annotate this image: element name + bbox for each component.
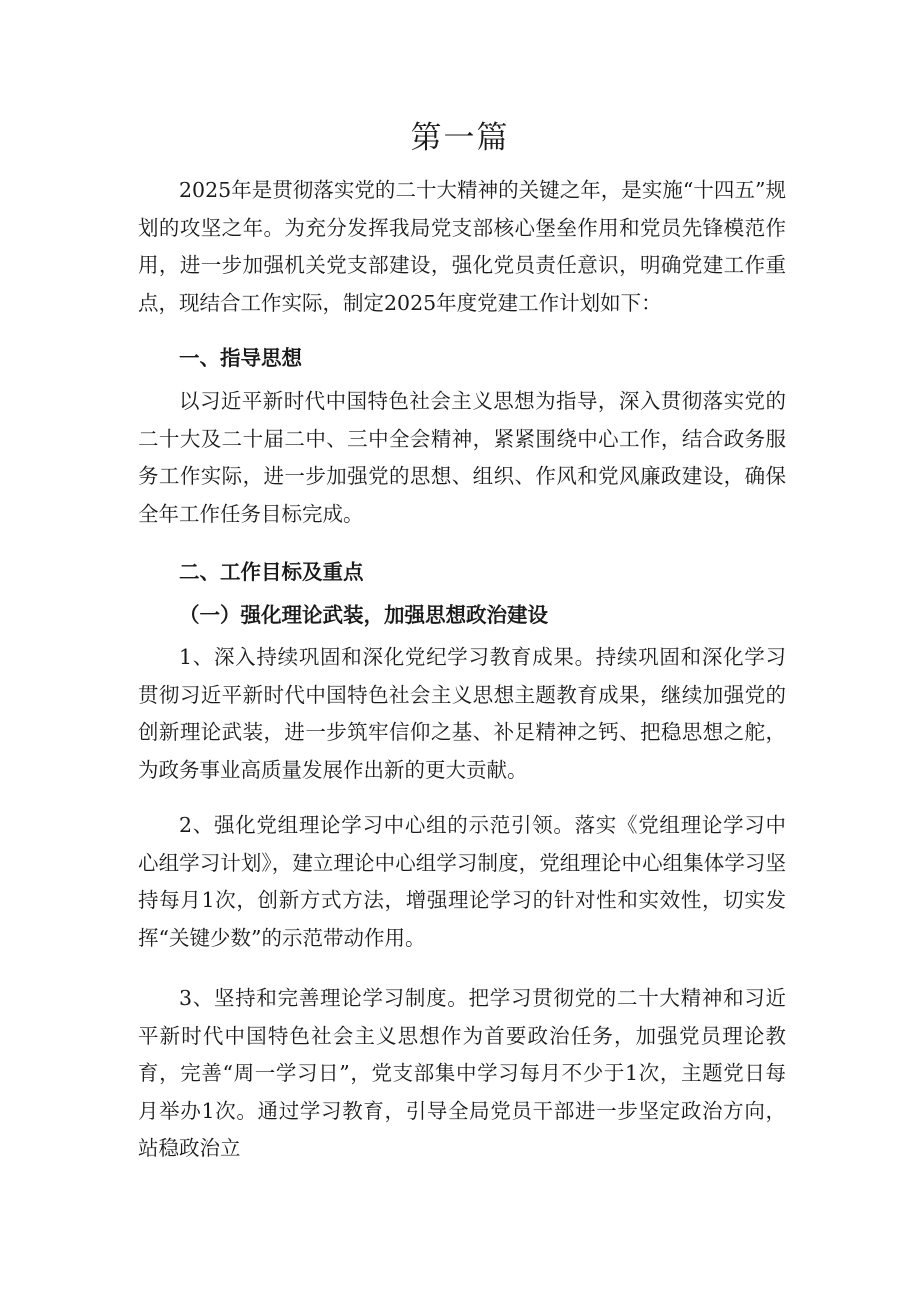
item-3-paragraph: 3、坚持和完善理论学习制度。把学习贯彻党的二十大精神和习近平新时代中国特色社会主义思想作为首要政治任务，加强党员理论教育，完善“周一学习日”，党支部集中学习每月不少于1次，主题党日每月举办1次。通过学习教育，引导全局党员干部进一步坚定政治方向，站稳政治立	[138, 986, 786, 1160]
section-heading-goals: 二、工作目标及重点	[179, 560, 364, 584]
subsection-heading-theory: （一）强化理论武装，加强思想政治建设	[179, 603, 548, 627]
item-1-paragraph: 1、深入持续巩固和深化党纪学习教育成果。持续巩固和深化学习贯彻习近平新时代中国特色社会主义思想主题教育成果，继续加强党的创新理论武装，进一步筑牢信仰之基、补足精神之钙、把稳思想之舵，为政务事业高质量发展作出新的更大贡献。	[138, 645, 786, 782]
section-heading-guiding-ideology: 一、指导思想	[179, 346, 302, 370]
intro-paragraph: 2025年是贯彻落实党的二十大精神的关键之年，是实施“十四五”规划的攻坚之年。为充分发挥我局党支部核心堡垒作用和党员先锋模范作用，进一步加强机关党支部建设，强化党员责任意识，明确党建工作重点，现结合工作实际，制定2025年度党建工作计划如下：	[138, 178, 786, 315]
item-2-paragraph: 2、强化党组理论学习中心组的示范引领。落实《党组理论学习中心组学习计划》，建立理论中心组学习制度，党组理论中心组集体学习坚持每月1次，创新方式方法，增强理论学习的针对性和实效性，切实发挥“关键少数”的示范带动作用。	[138, 813, 786, 950]
page-title: 第一篇	[410, 120, 510, 156]
guiding-ideology-paragraph: 以习近平新时代中国特色社会主义思想为指导，深入贯彻落实党的二十大及二十届二中、三中全会精神，紧紧围绕中心工作，结合政务服务工作实际，进一步加强党的思想、组织、作风和党风廉政建设，确保全年工作任务目标完成。	[138, 389, 786, 526]
